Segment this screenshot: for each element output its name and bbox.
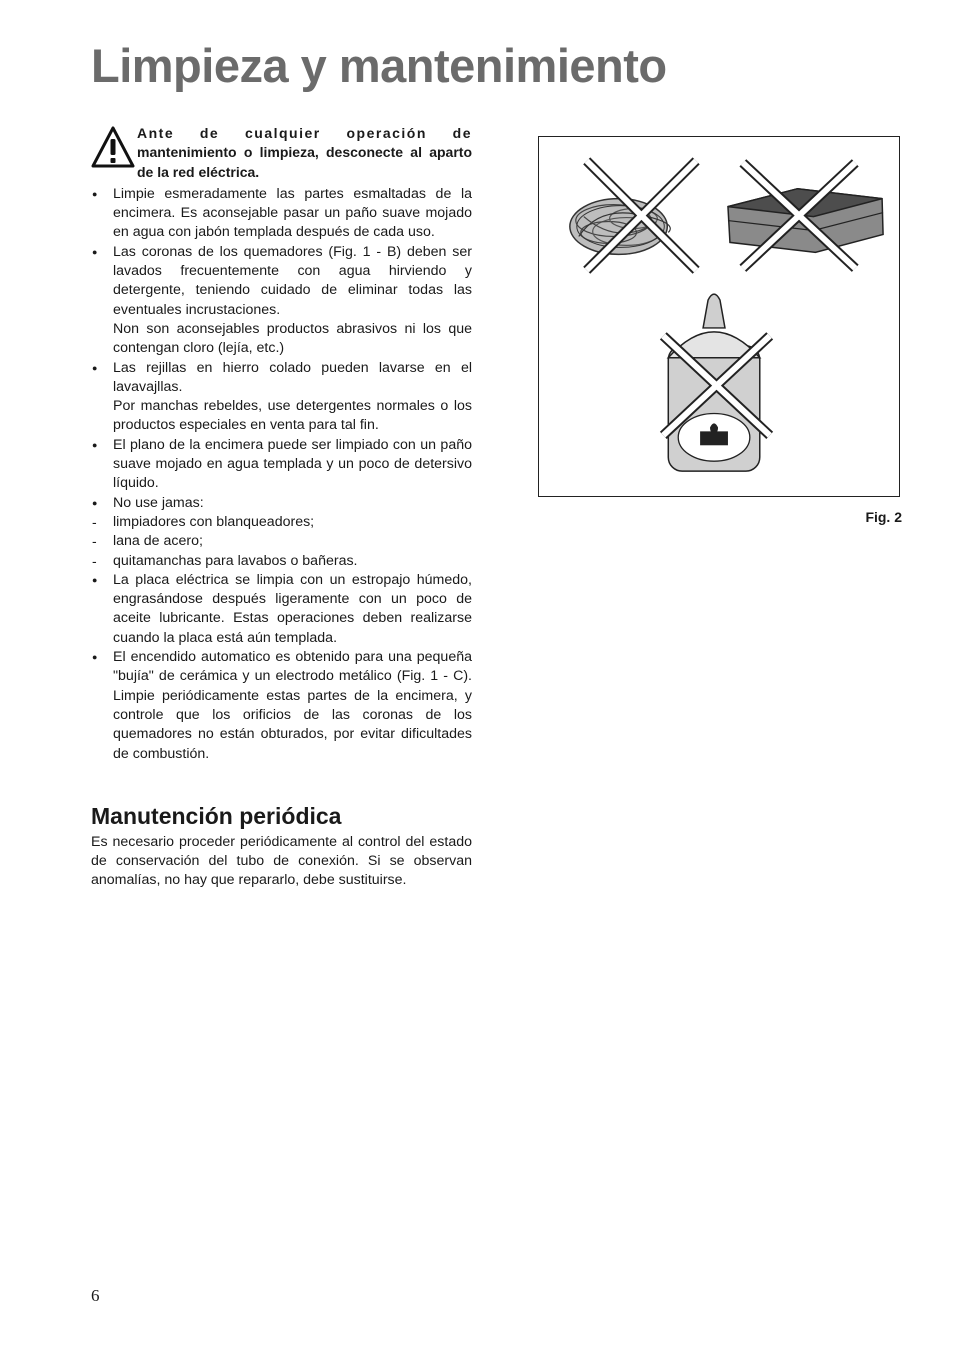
page-title: Limpieza y mantenimiento <box>91 39 667 92</box>
bullet-item <box>91 648 472 764</box>
item-paragraph: ● Las coronas de los quemadores (Fig. 1 - B) deben ser lavados frecuentemente con agua hirviendo y detergente, teniendo cuidado de eliminar todas las eventuales incrustaciones. <box>113 243 472 318</box>
bullet-item <box>91 243 472 359</box>
section-heading: Manutención periódica <box>91 802 342 829</box>
steel-wool-crossed-icon <box>570 161 696 270</box>
warning-text-rest: mantenimiento o limpieza, desconecte al aparto de la red eléctrica. <box>137 144 472 180</box>
page-number: 6 <box>91 1286 100 1305</box>
item-paragraph: ● El encendido automatico es obtenido para una pequeña "bujía" de cerámica y un electrodo metálico (Fig. 1 - C). Limpie periódicamente estas partes de la encimera, y controle que los orificios de las coronas de los quemadores no están obturados, por evitar dificultades de combustión. <box>113 649 472 762</box>
warning-triangle-icon <box>91 126 135 168</box>
section-body: Es necesario proceder periódicamente al control del estado de conservación del tubo de conexión. Si se observan anomalías, no hay que repararlo, debe sustituirse. <box>91 833 472 889</box>
bullet-item <box>91 494 472 513</box>
dash-item <box>91 532 472 551</box>
bullet-item <box>91 436 472 494</box>
bullet-item <box>91 185 472 243</box>
chemical-bottle-crossed-icon <box>663 294 769 471</box>
figure-illustration <box>539 137 899 496</box>
item-paragraph: Non son aconsejables productos abrasivos ni los que contengan cloro (lejía, etc.) <box>113 320 472 357</box>
item-paragraph: ● El plano de la encimera puede ser limpiado con un paño suave mojado en agua templada y un poco de detersivo líquido. <box>113 436 472 492</box>
item-paragraph: - limpiadores con blanqueadores; <box>113 513 315 530</box>
left-column <box>91 124 472 891</box>
item-paragraph: ● Las rejillas en hierro colado pueden lavarse en el lavavajllas. <box>113 359 472 395</box>
instructions-list <box>91 185 472 764</box>
dash-item <box>91 513 472 532</box>
figure-caption: Fig. 2 <box>865 509 902 525</box>
item-paragraph: - lana de acero; <box>113 533 203 550</box>
warning-text <box>137 124 472 182</box>
figure-2 <box>538 136 900 497</box>
warning-notice <box>91 124 472 182</box>
dash-item <box>91 552 472 571</box>
bullet-item <box>91 359 472 436</box>
bullet-item <box>91 571 472 648</box>
item-paragraph: Por manchas rebeldes, use detergentes normales o los productos especiales en venta para tal fin. <box>113 398 472 434</box>
warning-text-line1: Ante de cualquier operación de <box>137 125 472 141</box>
item-paragraph: ● Limpie esmeradamente las partes esmaltadas de la encimera. Es aconsejable pasar un paño suave mojado en agua con jabón templada después de cada uso. <box>113 185 472 241</box>
item-paragraph: ● La placa eléctrica se limpia con un estropajo húmedo, engrasándose después ligeramente con un poco de aceite lubricante. Estas operaciones deben realizarse cuando la placa está aún templada. <box>113 571 472 646</box>
abrasive-sponge-crossed-icon <box>728 163 883 268</box>
item-paragraph: - quitamanchas para lavabos o bañeras. <box>113 552 358 569</box>
item-paragraph: ● No use jamas: <box>113 494 204 511</box>
